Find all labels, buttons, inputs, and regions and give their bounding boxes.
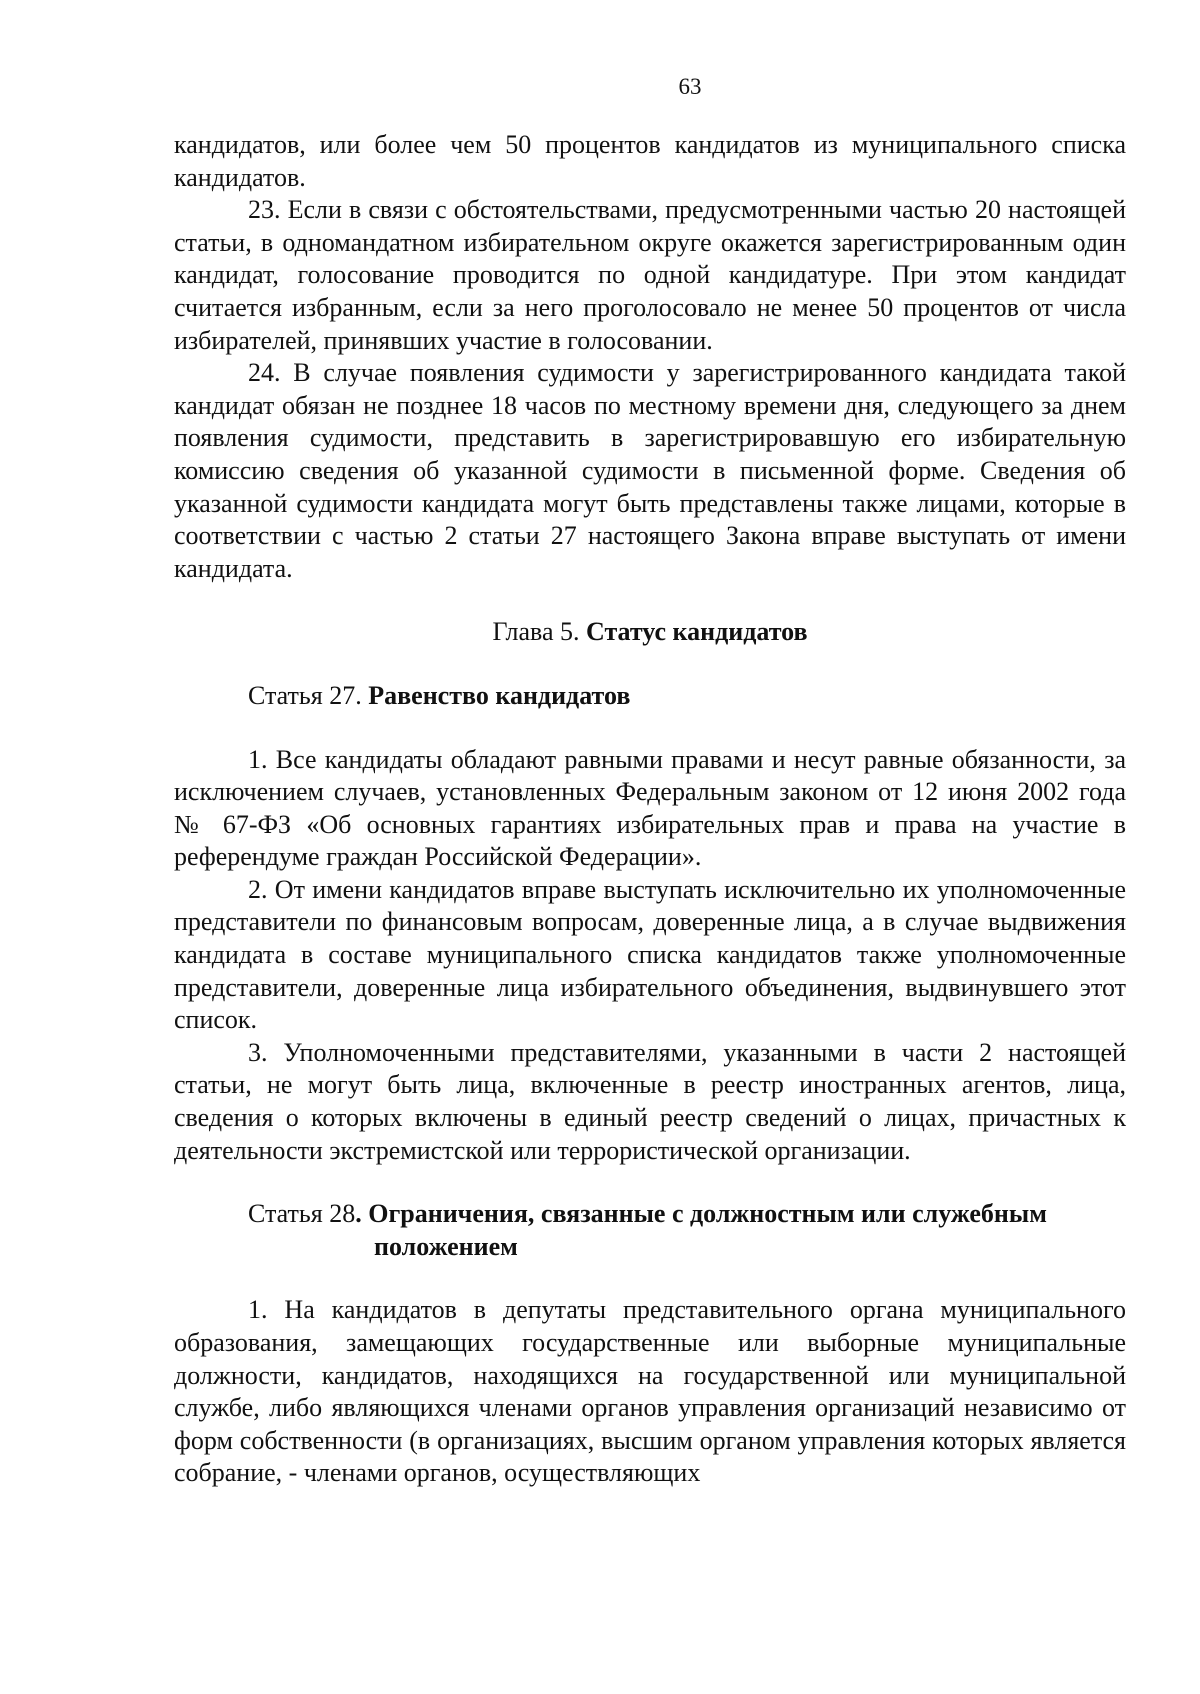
chapter-prefix: Глава 5. <box>492 617 587 647</box>
article-27-heading <box>174 680 1126 713</box>
article-27-paragraph-2: 2. От имени кандидатов вправе выступать исключительно их уполномоченные представители по финансовым вопросам, доверенные лица, а в случае выдвижения кандидата в составе муниципального списка кандидатов также уполномоченные представители, доверенные лица избирательного объединения, выдвинувшего этот список. <box>174 874 1126 1035</box>
continuation-paragraph: кандидатов, или более чем 50 процентов кандидатов из муниципального списка кандидатов. <box>174 130 1126 192</box>
document-body <box>174 129 1126 1490</box>
article-28-paragraph-1: 1. На кандидатов в депутаты представительного органа муниципального образования, замещающих государственные или выборные муниципальные должности, кандидатов, находящихся на государственной или муниципальной службе, либо являющихся членами органов управления организаций независимо от форм собственности (в организациях, высшим органом управления которых является собрание, - членами органов, осуществляющих <box>174 1295 1126 1488</box>
article-27-paragraph-1: 1. Все кандидаты обладают равными правами и несут равные обязанности, за исключением случаев, установленных Федеральным законом от 12 июня 2002 года № 67-ФЗ «Об основных гарантиях избирательных прав и права на участие в референдуме граждан Российской Федерации». <box>174 744 1126 872</box>
article-27-paragraph-3: 3. Уполномоченными представителями, указанными в части 2 настоящей статьи, не могут быть лица, включенные в реестр иностранных агентов, лица, сведения о которых включены в единый реестр сведений о лицах, причастных к деятельности экстремистской или террористической организации. <box>174 1037 1126 1165</box>
page-number: 63 <box>678 74 702 99</box>
chapter-title: Статус кандидатов <box>586 617 808 647</box>
paragraph-24: 24. В случае появления судимости у зарегистрированного кандидата такой кандидат обязан не позднее 18 часов по местному времени дня, следующего за днем появления судимости, представить в зарегистрировавшую его избирательную комиссию сведения об указанной судимости в письменной форме. Сведения об указанной судимости кандидата могут быть представлены также лицами, которые в соответствии с частью 2 статьи 27 настоящего Закона вправе выступать от имени кандидата. <box>174 358 1126 583</box>
article-28-title: . Ограничения, связанные с должностным или служебным положением <box>355 1199 1047 1261</box>
article-28-prefix: Статья 28 <box>248 1199 356 1229</box>
chapter-heading <box>174 616 1126 649</box>
article-28-heading <box>174 1198 1126 1263</box>
article-27-title: Равенство кандидатов <box>368 680 631 710</box>
paragraph-23: 23. Если в связи с обстоятельствами, предусмотренными частью 20 настоящей статьи, в одномандатном избирательном округе окажется зарегистрированным один кандидат, голосование проводится по одной кандидатуре. При этом кандидат считается избранным, если за него проголосовало не менее 50 процентов от числа избирателей, принявших участие в голосовании. <box>174 195 1126 355</box>
article-27-prefix: Статья 27. <box>248 680 369 710</box>
